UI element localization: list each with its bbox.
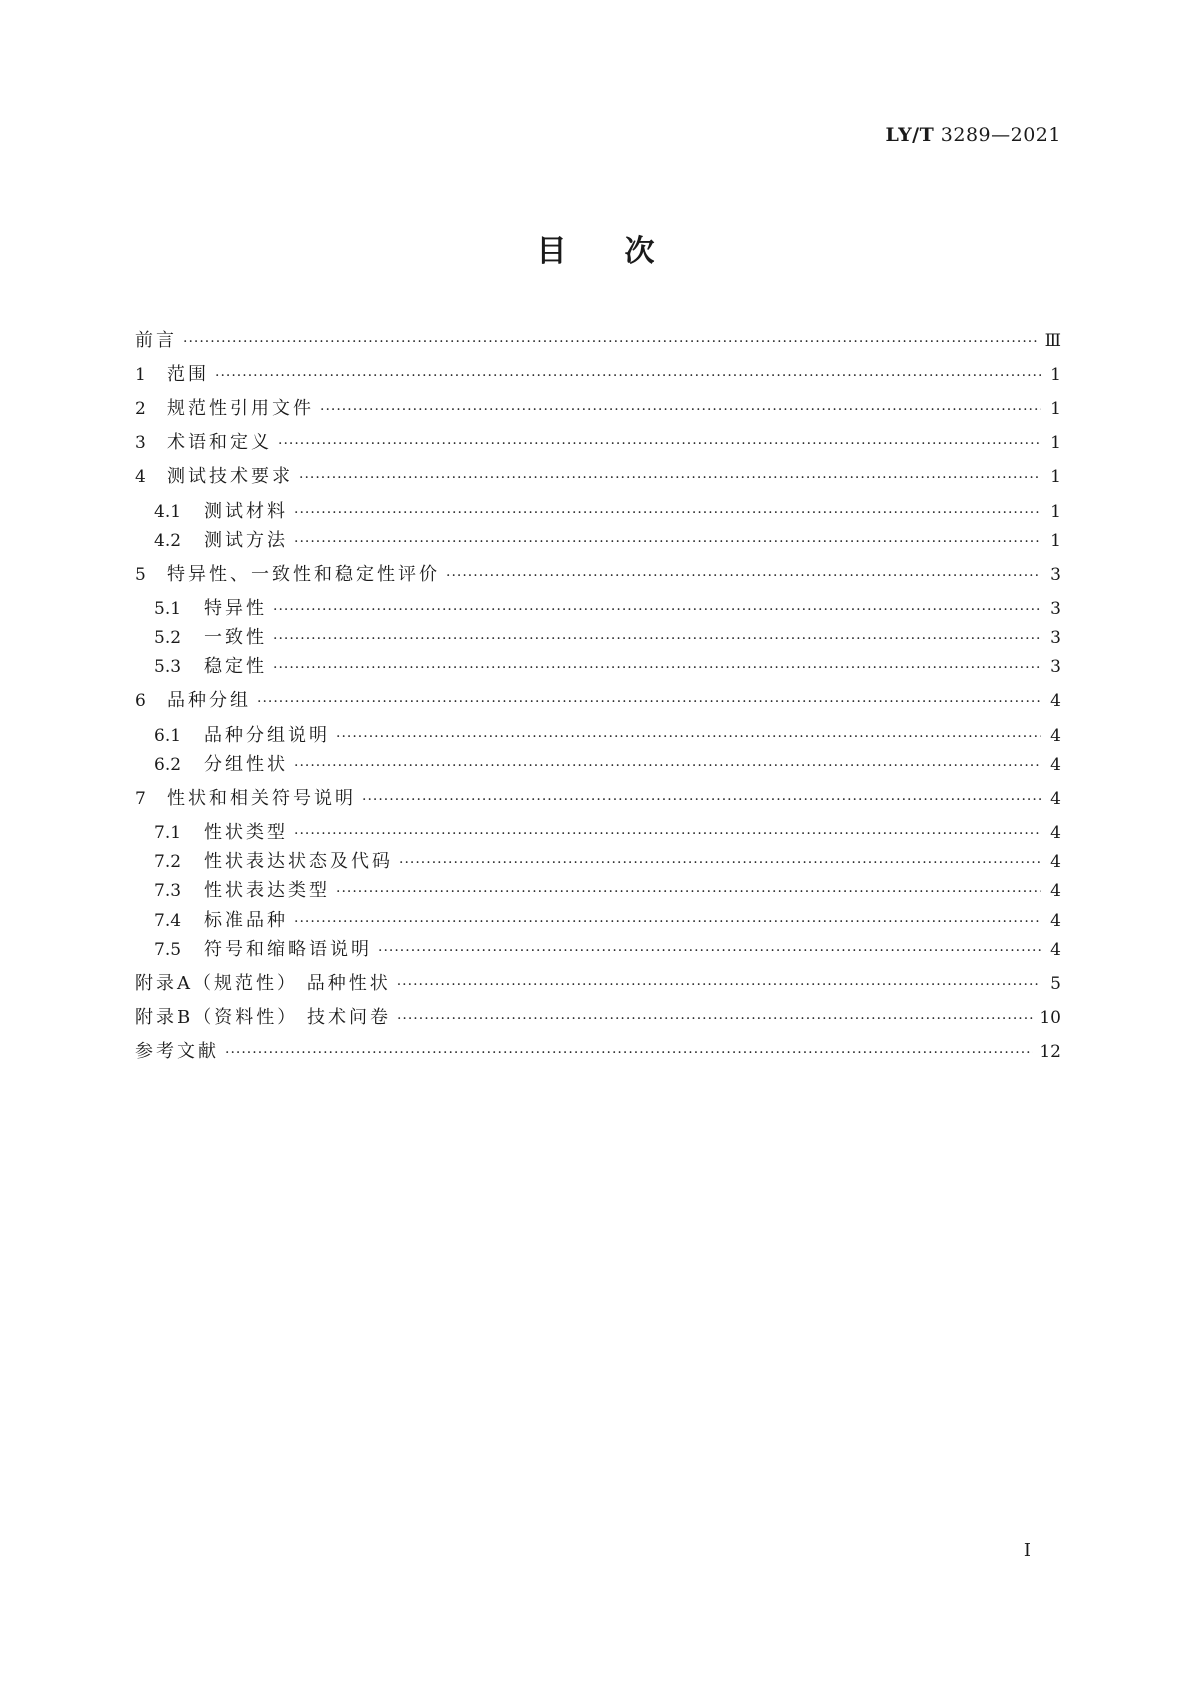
toc-entry-page: 4 bbox=[1050, 755, 1061, 775]
toc-leader-dots bbox=[336, 723, 1041, 751]
toc-entry-number: 7.2 bbox=[154, 852, 182, 872]
toc-entry-page: 1 bbox=[1050, 467, 1061, 487]
toc-entry-title: 附录A（规范性） 品种性状 bbox=[135, 973, 391, 994]
toc-entry[interactable] bbox=[154, 848, 1061, 876]
toc-leader-dots bbox=[336, 878, 1041, 906]
toc-entry-page: 1 bbox=[1050, 531, 1061, 551]
toc-entry[interactable] bbox=[154, 595, 1061, 623]
toc-entry-number: 4.1 bbox=[154, 502, 182, 522]
toc-entry-number: 2 bbox=[135, 399, 146, 419]
toc-entry-number: 4.2 bbox=[154, 531, 182, 551]
toc-entry[interactable] bbox=[135, 463, 1061, 491]
toc-leader-dots bbox=[273, 596, 1041, 624]
toc-entry-page: Ⅲ bbox=[1044, 331, 1061, 351]
toc-entry-page: 1 bbox=[1050, 365, 1061, 385]
toc-entry-page: 12 bbox=[1039, 1042, 1061, 1062]
toc-leader-dots bbox=[294, 528, 1041, 556]
toc-entry[interactable] bbox=[135, 561, 1061, 589]
toc-entry[interactable] bbox=[135, 785, 1061, 813]
toc-leader-dots bbox=[273, 625, 1041, 653]
toc-leader-dots bbox=[397, 971, 1041, 999]
toc-entry-page: 4 bbox=[1050, 881, 1061, 901]
toc-entry-page: 4 bbox=[1050, 691, 1061, 711]
toc-leader-dots bbox=[399, 849, 1041, 877]
toc-entry[interactable] bbox=[154, 527, 1061, 555]
toc-entry-page: 10 bbox=[1039, 1008, 1061, 1028]
toc-entry-title: 性状表达类型 bbox=[204, 880, 330, 901]
toc-entry-number: 5.2 bbox=[154, 628, 182, 648]
toc-entry-page: 1 bbox=[1050, 433, 1061, 453]
toc-entry-title: 特异性 bbox=[204, 598, 267, 619]
page-title: 目次 bbox=[536, 234, 713, 269]
toc-entry-number: 4 bbox=[135, 467, 146, 487]
toc-entry-number: 7.5 bbox=[154, 940, 182, 960]
toc-entry-page: 3 bbox=[1050, 565, 1061, 585]
toc-entry-page: 4 bbox=[1050, 789, 1061, 809]
toc-leader-dots bbox=[362, 786, 1041, 814]
toc-leader-dots bbox=[278, 430, 1041, 458]
toc-entry-title: 稳定性 bbox=[204, 656, 267, 677]
toc-entry-page: 3 bbox=[1050, 599, 1061, 619]
toc-entry[interactable] bbox=[135, 429, 1061, 457]
toc-entry-title: 性状和相关符号说明 bbox=[167, 788, 356, 809]
toc-entry-page: 4 bbox=[1050, 726, 1061, 746]
toc-entry-number: 1 bbox=[135, 365, 146, 385]
toc-entry-number: 3 bbox=[135, 433, 146, 453]
toc-entry-page: 1 bbox=[1050, 399, 1061, 419]
toc-entry-title: 测试方法 bbox=[204, 530, 288, 551]
toc-leader-dots bbox=[294, 820, 1041, 848]
toc-entry-title: 测试材料 bbox=[204, 501, 288, 522]
toc-entry[interactable] bbox=[154, 653, 1061, 681]
toc-leader-dots bbox=[257, 688, 1041, 716]
toc-entry[interactable] bbox=[135, 395, 1061, 423]
toc-entry-page: 4 bbox=[1050, 852, 1061, 872]
toc-leader-dots bbox=[320, 396, 1041, 424]
toc-leader-dots bbox=[273, 654, 1041, 682]
toc-entry-title: 分组性状 bbox=[204, 754, 288, 775]
toc-leader-dots bbox=[446, 562, 1041, 590]
toc-entry-page: 4 bbox=[1050, 823, 1061, 843]
toc-entry[interactable] bbox=[154, 751, 1061, 779]
toc-entry-title: 标准品种 bbox=[204, 910, 288, 931]
toc-entry-title: 特异性、一致性和稳定性评价 bbox=[167, 564, 440, 585]
toc-entry-title: 品种分组 bbox=[167, 690, 251, 711]
toc-entry-page: 5 bbox=[1050, 974, 1061, 994]
toc-entry-title: 品种分组说明 bbox=[204, 725, 330, 746]
toc-entry-title: 性状类型 bbox=[204, 822, 288, 843]
toc-entry[interactable] bbox=[135, 361, 1061, 389]
toc-entry[interactable] bbox=[154, 936, 1061, 964]
toc-entry[interactable] bbox=[154, 722, 1061, 750]
toc-entry-number: 6.2 bbox=[154, 755, 182, 775]
document-code-number: 3289—2021 bbox=[940, 124, 1061, 146]
toc-entry[interactable] bbox=[154, 819, 1061, 847]
toc-leader-dots bbox=[215, 362, 1041, 390]
toc-entry[interactable] bbox=[135, 327, 1061, 355]
toc-entry-title: 术语和定义 bbox=[167, 432, 272, 453]
toc-entry-title: 符号和缩略语说明 bbox=[204, 939, 372, 960]
toc-entry-title: 范围 bbox=[167, 364, 209, 385]
toc-entry[interactable] bbox=[154, 624, 1061, 652]
toc-leader-dots bbox=[294, 499, 1041, 527]
toc-entry-page: 1 bbox=[1050, 502, 1061, 522]
toc-leader-dots bbox=[225, 1039, 1033, 1067]
toc-entry-number: 6 bbox=[135, 691, 146, 711]
toc-entry[interactable] bbox=[135, 1038, 1061, 1066]
toc-entry[interactable] bbox=[135, 1004, 1061, 1032]
toc-leader-dots bbox=[299, 464, 1041, 492]
toc-entry-number: 7.4 bbox=[154, 911, 182, 931]
toc-entry-number: 5 bbox=[135, 565, 146, 585]
toc-leader-dots bbox=[294, 908, 1041, 936]
toc-entry-number: 7 bbox=[135, 789, 146, 809]
toc-entry-title: 性状表达状态及代码 bbox=[204, 851, 393, 872]
toc-entry-title: 附录B（资料性） 技术问卷 bbox=[135, 1007, 391, 1028]
toc-entry[interactable] bbox=[154, 907, 1061, 935]
toc-leader-dots bbox=[294, 752, 1041, 780]
toc-entry[interactable] bbox=[154, 877, 1061, 905]
toc-entry-number: 7.1 bbox=[154, 823, 182, 843]
toc-leader-dots bbox=[183, 328, 1039, 356]
toc-entry[interactable] bbox=[154, 498, 1061, 526]
toc-leader-dots bbox=[378, 937, 1041, 965]
page-number: I bbox=[1023, 1540, 1031, 1561]
toc-entry-page: 4 bbox=[1050, 940, 1061, 960]
toc-entry-number: 5.1 bbox=[154, 599, 182, 619]
toc-entry-page: 3 bbox=[1050, 628, 1061, 648]
toc-entry-page: 4 bbox=[1050, 911, 1061, 931]
toc-entry-page: 3 bbox=[1050, 657, 1061, 677]
toc-leader-dots bbox=[397, 1005, 1033, 1033]
toc-entry-number: 6.1 bbox=[154, 726, 182, 746]
toc-entry-number: 5.3 bbox=[154, 657, 182, 677]
toc-entry-title: 参考文献 bbox=[135, 1041, 219, 1062]
document-code bbox=[885, 124, 1061, 146]
toc-entry-title: 规范性引用文件 bbox=[167, 398, 314, 419]
toc-entry-title: 前言 bbox=[135, 330, 177, 351]
toc-entry-number: 7.3 bbox=[154, 881, 182, 901]
toc-entry[interactable] bbox=[135, 687, 1061, 715]
toc-entry-title: 测试技术要求 bbox=[167, 466, 293, 487]
document-code-prefix: LY/T bbox=[885, 124, 935, 146]
toc-entry-title: 一致性 bbox=[204, 627, 267, 648]
toc-entry[interactable] bbox=[135, 970, 1061, 998]
